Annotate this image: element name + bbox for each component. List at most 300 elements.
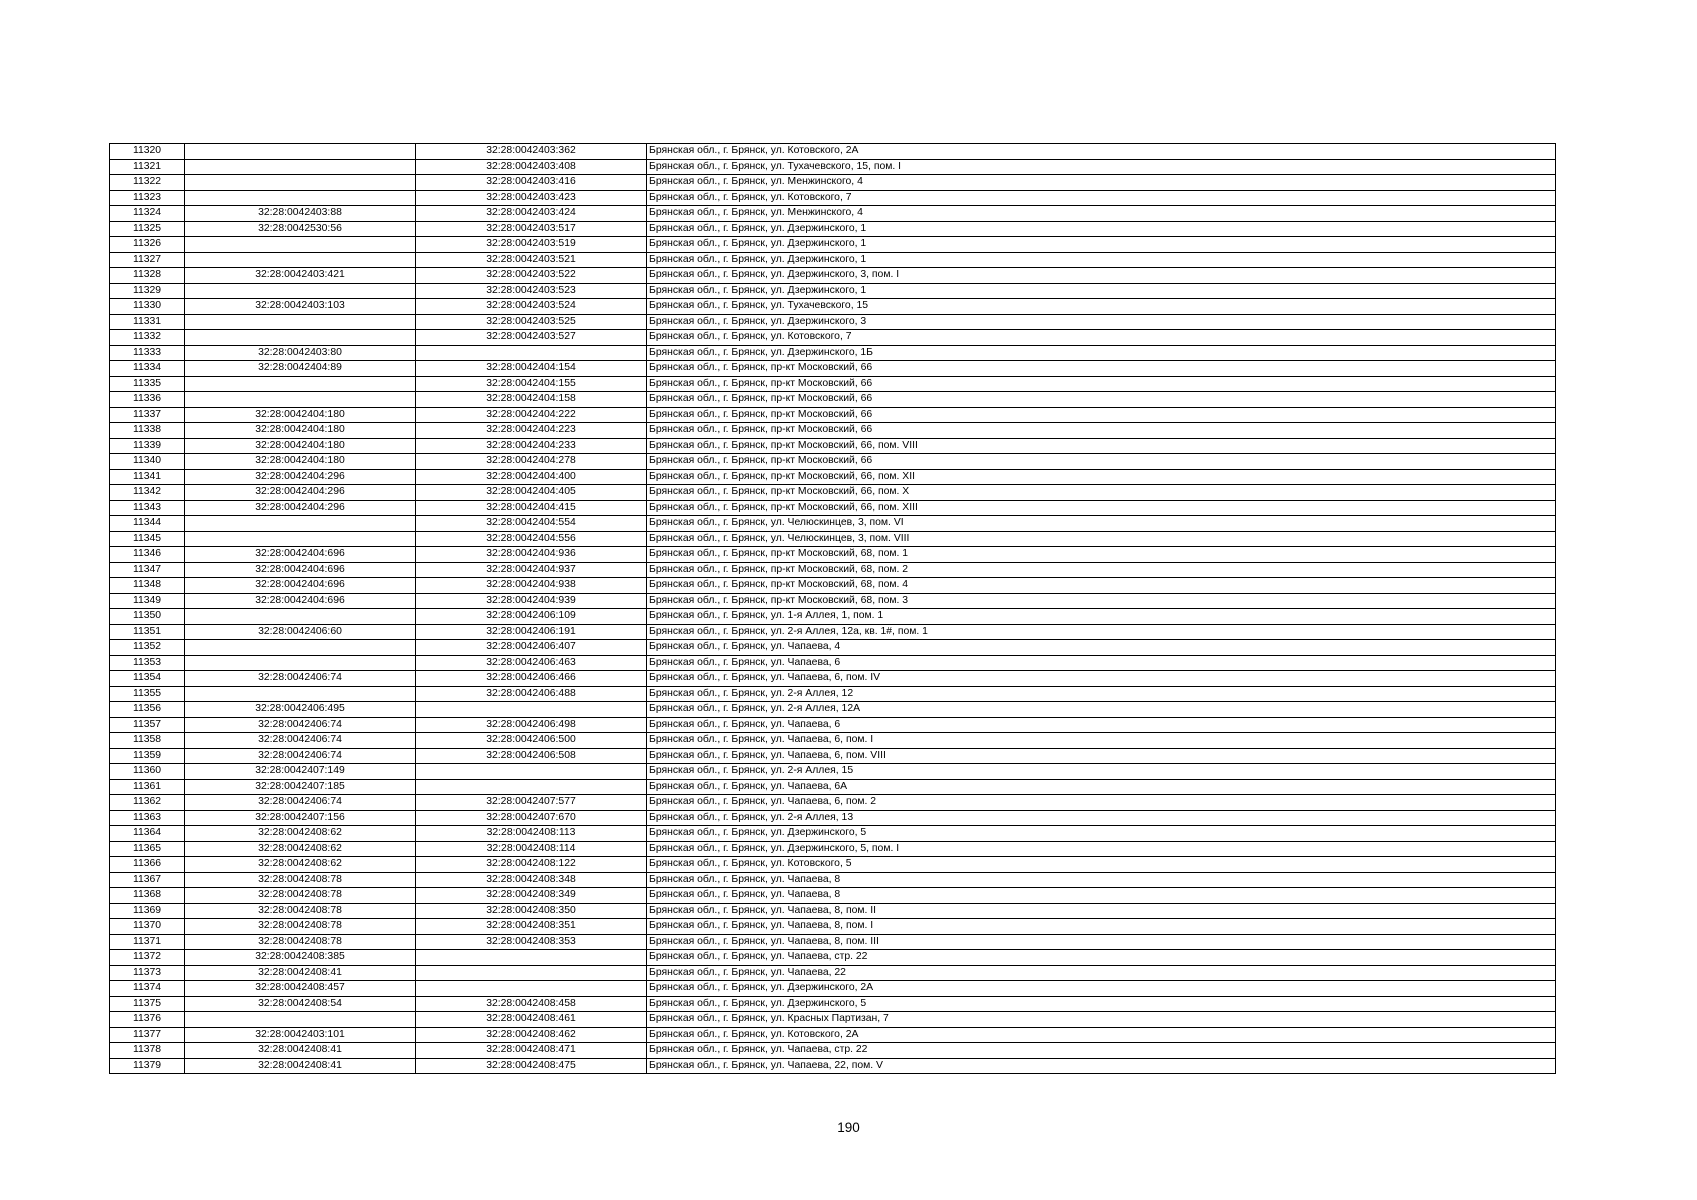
- table-row: [110, 330, 1556, 346]
- object-cadastral-number-cell: 32:28:0042404:939: [416, 593, 647, 609]
- object-cadastral-number-cell: 32:28:0042408:475: [416, 1058, 647, 1074]
- land-cadastral-number-cell: 32:28:0042408:41: [185, 965, 416, 981]
- table-row: [110, 609, 1556, 625]
- address-cell: Брянская обл., г. Брянск, ул. Котовского, 2А: [647, 144, 1556, 160]
- row-number-cell: 11371: [110, 934, 185, 950]
- address-cell: Брянская обл., г. Брянск, пр-кт Московский, 66: [647, 376, 1556, 392]
- land-cadastral-number-cell: 32:28:0042408:385: [185, 950, 416, 966]
- table-row: [110, 981, 1556, 997]
- object-cadastral-number-cell: 32:28:0042404:936: [416, 547, 647, 563]
- table-row: [110, 562, 1556, 578]
- table-body: [110, 144, 1556, 1074]
- address-cell: Брянская обл., г. Брянск, ул. Чапаева, 22: [647, 965, 1556, 981]
- table-row: [110, 671, 1556, 687]
- object-cadastral-number-cell: 32:28:0042408:351: [416, 919, 647, 935]
- object-cadastral-number-cell: 32:28:0042404:223: [416, 423, 647, 439]
- address-cell: Брянская обл., г. Брянск, пр-кт Московский, 68, пом. 3: [647, 593, 1556, 609]
- object-cadastral-number-cell: 32:28:0042408:113: [416, 826, 647, 842]
- table-row: [110, 1043, 1556, 1059]
- table-row: [110, 965, 1556, 981]
- object-cadastral-number-cell: 32:28:0042408:353: [416, 934, 647, 950]
- land-cadastral-number-cell: [185, 655, 416, 671]
- row-number-cell: 11343: [110, 500, 185, 516]
- address-cell: Брянская обл., г. Брянск, ул. 1-я Аллея, 1, пом. 1: [647, 609, 1556, 625]
- table-row: [110, 454, 1556, 470]
- row-number-cell: 11361: [110, 779, 185, 795]
- address-cell: Брянская обл., г. Брянск, ул. Чапаева, 6, пом. VIII: [647, 748, 1556, 764]
- land-cadastral-number-cell: 32:28:0042404:696: [185, 562, 416, 578]
- table-row: [110, 345, 1556, 361]
- land-cadastral-number-cell: 32:28:0042408:457: [185, 981, 416, 997]
- address-cell: Брянская обл., г. Брянск, ул. Чапаева, 6: [647, 717, 1556, 733]
- row-number-cell: 11378: [110, 1043, 185, 1059]
- address-cell: Брянская обл., г. Брянск, ул. Челюскинцев, 3, пом. VI: [647, 516, 1556, 532]
- land-cadastral-number-cell: [185, 144, 416, 160]
- land-cadastral-number-cell: 32:28:0042404:180: [185, 407, 416, 423]
- address-cell: Брянская обл., г. Брянск, ул. Тухачевского, 15: [647, 299, 1556, 315]
- object-cadastral-number-cell: 32:28:0042404:233: [416, 438, 647, 454]
- land-cadastral-number-cell: [185, 159, 416, 175]
- table-row: [110, 361, 1556, 377]
- row-number-cell: 11369: [110, 903, 185, 919]
- table-row: [110, 516, 1556, 532]
- address-cell: Брянская обл., г. Брянск, ул. Дзержинского, 1: [647, 237, 1556, 253]
- land-cadastral-number-cell: 32:28:0042404:696: [185, 547, 416, 563]
- address-cell: Брянская обл., г. Брянск, пр-кт Московский, 68, пом. 2: [647, 562, 1556, 578]
- row-number-cell: 11327: [110, 252, 185, 268]
- object-cadastral-number-cell: [416, 965, 647, 981]
- address-cell: Брянская обл., г. Брянск, ул. Чапаева, 4: [647, 640, 1556, 656]
- row-number-cell: 11346: [110, 547, 185, 563]
- object-cadastral-number-cell: 32:28:0042404:937: [416, 562, 647, 578]
- row-number-cell: 11323: [110, 190, 185, 206]
- land-cadastral-number-cell: 32:28:0042408:41: [185, 1058, 416, 1074]
- table-row: [110, 717, 1556, 733]
- land-cadastral-number-cell: [185, 190, 416, 206]
- row-number-cell: 11373: [110, 965, 185, 981]
- land-cadastral-number-cell: 32:28:0042408:78: [185, 872, 416, 888]
- table-row: [110, 593, 1556, 609]
- object-cadastral-number-cell: 32:28:0042408:350: [416, 903, 647, 919]
- object-cadastral-number-cell: 32:28:0042408:114: [416, 841, 647, 857]
- table-row: [110, 531, 1556, 547]
- row-number-cell: 11354: [110, 671, 185, 687]
- address-cell: Брянская обл., г. Брянск, ул. Чапаева, стр. 22: [647, 1043, 1556, 1059]
- row-number-cell: 11332: [110, 330, 185, 346]
- land-cadastral-number-cell: 32:28:0042408:62: [185, 841, 416, 857]
- land-cadastral-number-cell: [185, 609, 416, 625]
- row-number-cell: 11375: [110, 996, 185, 1012]
- land-cadastral-number-cell: 32:28:0042408:78: [185, 934, 416, 950]
- object-cadastral-number-cell: 32:28:0042406:488: [416, 686, 647, 702]
- row-number-cell: 11342: [110, 485, 185, 501]
- land-cadastral-number-cell: [185, 376, 416, 392]
- row-number-cell: 11355: [110, 686, 185, 702]
- land-cadastral-number-cell: 32:28:0042406:60: [185, 624, 416, 640]
- table-row: [110, 748, 1556, 764]
- land-cadastral-number-cell: 32:28:0042404:180: [185, 423, 416, 439]
- object-cadastral-number-cell: 32:28:0042403:522: [416, 268, 647, 284]
- land-cadastral-number-cell: [185, 686, 416, 702]
- row-number-cell: 11336: [110, 392, 185, 408]
- address-cell: Брянская обл., г. Брянск, ул. 2-я Аллея, 15: [647, 764, 1556, 780]
- table-row: [110, 950, 1556, 966]
- row-number-cell: 11368: [110, 888, 185, 904]
- address-cell: Брянская обл., г. Брянск, ул. 2-я Аллея, 12а, кв. 1#, пом. 1: [647, 624, 1556, 640]
- land-cadastral-number-cell: [185, 1012, 416, 1028]
- table-row: [110, 144, 1556, 160]
- land-cadastral-number-cell: 32:28:0042408:62: [185, 826, 416, 842]
- table-row: [110, 795, 1556, 811]
- row-number-cell: 11335: [110, 376, 185, 392]
- land-cadastral-number-cell: 32:28:0042404:296: [185, 500, 416, 516]
- address-cell: Брянская обл., г. Брянск, ул. 2-я Аллея, 12: [647, 686, 1556, 702]
- row-number-cell: 11372: [110, 950, 185, 966]
- table-row: [110, 159, 1556, 175]
- table-row: [110, 872, 1556, 888]
- table-row: [110, 857, 1556, 873]
- object-cadastral-number-cell: 32:28:0042403:362: [416, 144, 647, 160]
- object-cadastral-number-cell: 32:28:0042406:508: [416, 748, 647, 764]
- address-cell: Брянская обл., г. Брянск, ул. Котовского, 5: [647, 857, 1556, 873]
- object-cadastral-number-cell: 32:28:0042406:109: [416, 609, 647, 625]
- row-number-cell: 11341: [110, 469, 185, 485]
- address-cell: Брянская обл., г. Брянск, ул. Чапаева, 6, пом. 2: [647, 795, 1556, 811]
- land-cadastral-number-cell: [185, 237, 416, 253]
- object-cadastral-number-cell: 32:28:0042404:400: [416, 469, 647, 485]
- object-cadastral-number-cell: 32:28:0042406:191: [416, 624, 647, 640]
- table-row: [110, 206, 1556, 222]
- land-cadastral-number-cell: 32:28:0042530:56: [185, 221, 416, 237]
- table-row: [110, 1012, 1556, 1028]
- table-row: [110, 919, 1556, 935]
- row-number-cell: 11357: [110, 717, 185, 733]
- land-cadastral-number-cell: [185, 392, 416, 408]
- table-row: [110, 578, 1556, 594]
- object-cadastral-number-cell: 32:28:0042407:577: [416, 795, 647, 811]
- address-cell: Брянская обл., г. Брянск, ул. Котовского, 7: [647, 190, 1556, 206]
- row-number-cell: 11366: [110, 857, 185, 873]
- cadastral-table: [109, 143, 1556, 1074]
- object-cadastral-number-cell: 32:28:0042406:463: [416, 655, 647, 671]
- row-number-cell: 11325: [110, 221, 185, 237]
- object-cadastral-number-cell: 32:28:0042404:405: [416, 485, 647, 501]
- row-number-cell: 11365: [110, 841, 185, 857]
- table-row: [110, 702, 1556, 718]
- address-cell: Брянская обл., г. Брянск, ул. Чапаева, 22, пом. V: [647, 1058, 1556, 1074]
- object-cadastral-number-cell: 32:28:0042404:556: [416, 531, 647, 547]
- object-cadastral-number-cell: [416, 702, 647, 718]
- object-cadastral-number-cell: 32:28:0042406:498: [416, 717, 647, 733]
- table-row: [110, 314, 1556, 330]
- object-cadastral-number-cell: 32:28:0042406:407: [416, 640, 647, 656]
- row-number-cell: 11328: [110, 268, 185, 284]
- row-number-cell: 11331: [110, 314, 185, 330]
- address-cell: Брянская обл., г. Брянск, ул. Котовского, 7: [647, 330, 1556, 346]
- row-number-cell: 11350: [110, 609, 185, 625]
- address-cell: Брянская обл., г. Брянск, ул. Чапаева, 8, пом. I: [647, 919, 1556, 935]
- land-cadastral-number-cell: 32:28:0042404:296: [185, 469, 416, 485]
- land-cadastral-number-cell: [185, 314, 416, 330]
- address-cell: Брянская обл., г. Брянск, пр-кт Московский, 66, пом. XII: [647, 469, 1556, 485]
- land-cadastral-number-cell: 32:28:0042408:54: [185, 996, 416, 1012]
- address-cell: Брянская обл., г. Брянск, ул. Чапаева, 8, пом. III: [647, 934, 1556, 950]
- table-row: [110, 438, 1556, 454]
- row-number-cell: 11377: [110, 1027, 185, 1043]
- table-row: [110, 376, 1556, 392]
- address-cell: Брянская обл., г. Брянск, ул. Чапаева, 8: [647, 888, 1556, 904]
- table-row: [110, 175, 1556, 191]
- table-row: [110, 810, 1556, 826]
- land-cadastral-number-cell: 32:28:0042408:62: [185, 857, 416, 873]
- row-number-cell: 11358: [110, 733, 185, 749]
- table-row: [110, 221, 1556, 237]
- land-cadastral-number-cell: 32:28:0042408:78: [185, 903, 416, 919]
- address-cell: Брянская обл., г. Брянск, ул. Челюскинцев, 3, пом. VIII: [647, 531, 1556, 547]
- object-cadastral-number-cell: 32:28:0042403:519: [416, 237, 647, 253]
- table-row: [110, 640, 1556, 656]
- address-cell: Брянская обл., г. Брянск, ул. Дзержинского, 1: [647, 221, 1556, 237]
- object-cadastral-number-cell: [416, 950, 647, 966]
- row-number-cell: 11338: [110, 423, 185, 439]
- address-cell: Брянская обл., г. Брянск, ул. Чапаева, 6А: [647, 779, 1556, 795]
- table-row: [110, 841, 1556, 857]
- object-cadastral-number-cell: [416, 779, 647, 795]
- row-number-cell: 11356: [110, 702, 185, 718]
- address-cell: Брянская обл., г. Брянск, пр-кт Московский, 68, пом. 4: [647, 578, 1556, 594]
- row-number-cell: 11347: [110, 562, 185, 578]
- row-number-cell: 11379: [110, 1058, 185, 1074]
- table-row: [110, 655, 1556, 671]
- object-cadastral-number-cell: 32:28:0042406:466: [416, 671, 647, 687]
- land-cadastral-number-cell: [185, 640, 416, 656]
- table-row: [110, 283, 1556, 299]
- table-row: [110, 903, 1556, 919]
- row-number-cell: 11334: [110, 361, 185, 377]
- address-cell: Брянская обл., г. Брянск, ул. 2-я Аллея, 12А: [647, 702, 1556, 718]
- address-cell: Брянская обл., г. Брянск, пр-кт Московский, 66, пом. X: [647, 485, 1556, 501]
- table-row: [110, 888, 1556, 904]
- row-number-cell: 11363: [110, 810, 185, 826]
- address-cell: Брянская обл., г. Брянск, ул. Чапаева, 8, пом. II: [647, 903, 1556, 919]
- table-row: [110, 764, 1556, 780]
- address-cell: Брянская обл., г. Брянск, ул. Дзержинского, 1Б: [647, 345, 1556, 361]
- address-cell: Брянская обл., г. Брянск, ул. Дзержинского, 2А: [647, 981, 1556, 997]
- row-number-cell: 11360: [110, 764, 185, 780]
- row-number-cell: 11374: [110, 981, 185, 997]
- address-cell: Брянская обл., г. Брянск, ул. Дзержинского, 3, пом. I: [647, 268, 1556, 284]
- land-cadastral-number-cell: 32:28:0042404:696: [185, 578, 416, 594]
- object-cadastral-number-cell: 32:28:0042408:348: [416, 872, 647, 888]
- land-cadastral-number-cell: 32:28:0042404:180: [185, 438, 416, 454]
- land-cadastral-number-cell: [185, 516, 416, 532]
- land-cadastral-number-cell: 32:28:0042404:696: [185, 593, 416, 609]
- row-number-cell: 11370: [110, 919, 185, 935]
- address-cell: Брянская обл., г. Брянск, ул. Дзержинского, 1: [647, 283, 1556, 299]
- row-number-cell: 11321: [110, 159, 185, 175]
- row-number-cell: 11320: [110, 144, 185, 160]
- table-row: [110, 268, 1556, 284]
- object-cadastral-number-cell: 32:28:0042406:500: [416, 733, 647, 749]
- row-number-cell: 11353: [110, 655, 185, 671]
- land-cadastral-number-cell: [185, 283, 416, 299]
- address-cell: Брянская обл., г. Брянск, пр-кт Московский, 66: [647, 392, 1556, 408]
- row-number-cell: 11362: [110, 795, 185, 811]
- address-cell: Брянская обл., г. Брянск, ул. Менжинского, 4: [647, 206, 1556, 222]
- land-cadastral-number-cell: 32:28:0042408:41: [185, 1043, 416, 1059]
- row-number-cell: 11326: [110, 237, 185, 253]
- address-cell: Брянская обл., г. Брянск, ул. Красных Партизан, 7: [647, 1012, 1556, 1028]
- address-cell: Брянская обл., г. Брянск, пр-кт Московский, 66: [647, 423, 1556, 439]
- row-number-cell: 11329: [110, 283, 185, 299]
- table-row: [110, 485, 1556, 501]
- table-row: [110, 934, 1556, 950]
- row-number-cell: 11333: [110, 345, 185, 361]
- address-cell: Брянская обл., г. Брянск, ул. Дзержинского, 1: [647, 252, 1556, 268]
- table-row: [110, 1027, 1556, 1043]
- object-cadastral-number-cell: 32:28:0042408:458: [416, 996, 647, 1012]
- row-number-cell: 11339: [110, 438, 185, 454]
- land-cadastral-number-cell: 32:28:0042407:149: [185, 764, 416, 780]
- land-cadastral-number-cell: 32:28:0042404:180: [185, 454, 416, 470]
- object-cadastral-number-cell: 32:28:0042404:222: [416, 407, 647, 423]
- land-cadastral-number-cell: [185, 175, 416, 191]
- object-cadastral-number-cell: 32:28:0042404:278: [416, 454, 647, 470]
- address-cell: Брянская обл., г. Брянск, пр-кт Московский, 66, пом. VIII: [647, 438, 1556, 454]
- row-number-cell: 11348: [110, 578, 185, 594]
- address-cell: Брянская обл., г. Брянск, ул. Тухачевского, 15, пом. I: [647, 159, 1556, 175]
- address-cell: Брянская обл., г. Брянск, пр-кт Московский, 66: [647, 407, 1556, 423]
- object-cadastral-number-cell: [416, 764, 647, 780]
- land-cadastral-number-cell: 32:28:0042406:74: [185, 733, 416, 749]
- row-number-cell: 11322: [110, 175, 185, 191]
- address-cell: Брянская обл., г. Брянск, ул. Дзержинского, 5, пом. I: [647, 841, 1556, 857]
- row-number-cell: 11330: [110, 299, 185, 315]
- land-cadastral-number-cell: 32:28:0042403:421: [185, 268, 416, 284]
- table-row: [110, 779, 1556, 795]
- object-cadastral-number-cell: 32:28:0042404:554: [416, 516, 647, 532]
- object-cadastral-number-cell: [416, 345, 647, 361]
- object-cadastral-number-cell: 32:28:0042403:523: [416, 283, 647, 299]
- address-cell: Брянская обл., г. Брянск, ул. Чапаева, 6, пом. IV: [647, 671, 1556, 687]
- object-cadastral-number-cell: 32:28:0042403:527: [416, 330, 647, 346]
- page-number: 190: [837, 1120, 860, 1135]
- row-number-cell: 11337: [110, 407, 185, 423]
- land-cadastral-number-cell: 32:28:0042406:74: [185, 748, 416, 764]
- address-cell: Брянская обл., г. Брянск, пр-кт Московский, 66: [647, 361, 1556, 377]
- table-row: [110, 1058, 1556, 1074]
- land-cadastral-number-cell: 32:28:0042404:89: [185, 361, 416, 377]
- table-row: [110, 407, 1556, 423]
- land-cadastral-number-cell: 32:28:0042403:101: [185, 1027, 416, 1043]
- table-row: [110, 624, 1556, 640]
- object-cadastral-number-cell: 32:28:0042408:461: [416, 1012, 647, 1028]
- address-cell: Брянская обл., г. Брянск, ул. Котовского, 2А: [647, 1027, 1556, 1043]
- land-cadastral-number-cell: 32:28:0042403:80: [185, 345, 416, 361]
- table-row: [110, 500, 1556, 516]
- land-cadastral-number-cell: 32:28:0042404:296: [185, 485, 416, 501]
- land-cadastral-number-cell: [185, 531, 416, 547]
- object-cadastral-number-cell: 32:28:0042403:423: [416, 190, 647, 206]
- address-cell: Брянская обл., г. Брянск, ул. Чапаева, 6, пом. I: [647, 733, 1556, 749]
- object-cadastral-number-cell: 32:28:0042408:462: [416, 1027, 647, 1043]
- address-cell: Брянская обл., г. Брянск, пр-кт Московский, 68, пом. 1: [647, 547, 1556, 563]
- row-number-cell: 11351: [110, 624, 185, 640]
- row-number-cell: 11359: [110, 748, 185, 764]
- land-cadastral-number-cell: 32:28:0042406:74: [185, 795, 416, 811]
- table-row: [110, 733, 1556, 749]
- object-cadastral-number-cell: 32:28:0042408:471: [416, 1043, 647, 1059]
- object-cadastral-number-cell: [416, 981, 647, 997]
- land-cadastral-number-cell: [185, 252, 416, 268]
- address-cell: Брянская обл., г. Брянск, ул. Дзержинского, 5: [647, 826, 1556, 842]
- row-number-cell: 11344: [110, 516, 185, 532]
- object-cadastral-number-cell: 32:28:0042403:525: [416, 314, 647, 330]
- address-cell: Брянская обл., г. Брянск, ул. Чапаева, стр. 22: [647, 950, 1556, 966]
- address-cell: Брянская обл., г. Брянск, ул. Менжинского, 4: [647, 175, 1556, 191]
- address-cell: Брянская обл., г. Брянск, ул. Чапаева, 6: [647, 655, 1556, 671]
- table-row: [110, 996, 1556, 1012]
- address-cell: Брянская обл., г. Брянск, пр-кт Московский, 66: [647, 454, 1556, 470]
- land-cadastral-number-cell: 32:28:0042408:78: [185, 888, 416, 904]
- table-row: [110, 547, 1556, 563]
- object-cadastral-number-cell: 32:28:0042403:521: [416, 252, 647, 268]
- land-cadastral-number-cell: 32:28:0042407:156: [185, 810, 416, 826]
- address-cell: Брянская обл., г. Брянск, ул. 2-я Аллея, 13: [647, 810, 1556, 826]
- table-row: [110, 237, 1556, 253]
- table-row: [110, 686, 1556, 702]
- object-cadastral-number-cell: 32:28:0042404:158: [416, 392, 647, 408]
- table-row: [110, 469, 1556, 485]
- row-number-cell: 11352: [110, 640, 185, 656]
- address-cell: Брянская обл., г. Брянск, ул. Дзержинского, 5: [647, 996, 1556, 1012]
- land-cadastral-number-cell: 32:28:0042407:185: [185, 779, 416, 795]
- object-cadastral-number-cell: 32:28:0042404:415: [416, 500, 647, 516]
- object-cadastral-number-cell: 32:28:0042403:408: [416, 159, 647, 175]
- object-cadastral-number-cell: 32:28:0042408:122: [416, 857, 647, 873]
- table-row: [110, 826, 1556, 842]
- row-number-cell: 11367: [110, 872, 185, 888]
- land-cadastral-number-cell: 32:28:0042408:78: [185, 919, 416, 935]
- row-number-cell: 11324: [110, 206, 185, 222]
- table-row: [110, 423, 1556, 439]
- land-cadastral-number-cell: 32:28:0042403:88: [185, 206, 416, 222]
- address-cell: Брянская обл., г. Брянск, пр-кт Московский, 66, пом. XIII: [647, 500, 1556, 516]
- address-cell: Брянская обл., г. Брянск, ул. Дзержинского, 3: [647, 314, 1556, 330]
- object-cadastral-number-cell: 32:28:0042407:670: [416, 810, 647, 826]
- object-cadastral-number-cell: 32:28:0042404:154: [416, 361, 647, 377]
- land-cadastral-number-cell: [185, 330, 416, 346]
- row-number-cell: 11349: [110, 593, 185, 609]
- table-row: [110, 392, 1556, 408]
- row-number-cell: 11345: [110, 531, 185, 547]
- row-number-cell: 11340: [110, 454, 185, 470]
- row-number-cell: 11376: [110, 1012, 185, 1028]
- object-cadastral-number-cell: 32:28:0042403:517: [416, 221, 647, 237]
- object-cadastral-number-cell: 32:28:0042408:349: [416, 888, 647, 904]
- land-cadastral-number-cell: 32:28:0042406:74: [185, 717, 416, 733]
- address-cell: Брянская обл., г. Брянск, ул. Чапаева, 8: [647, 872, 1556, 888]
- object-cadastral-number-cell: 32:28:0042404:155: [416, 376, 647, 392]
- object-cadastral-number-cell: 32:28:0042403:424: [416, 206, 647, 222]
- table-row: [110, 299, 1556, 315]
- table-row: [110, 190, 1556, 206]
- object-cadastral-number-cell: 32:28:0042403:524: [416, 299, 647, 315]
- row-number-cell: 11364: [110, 826, 185, 842]
- object-cadastral-number-cell: 32:28:0042404:938: [416, 578, 647, 594]
- table-row: [110, 252, 1556, 268]
- object-cadastral-number-cell: 32:28:0042403:416: [416, 175, 647, 191]
